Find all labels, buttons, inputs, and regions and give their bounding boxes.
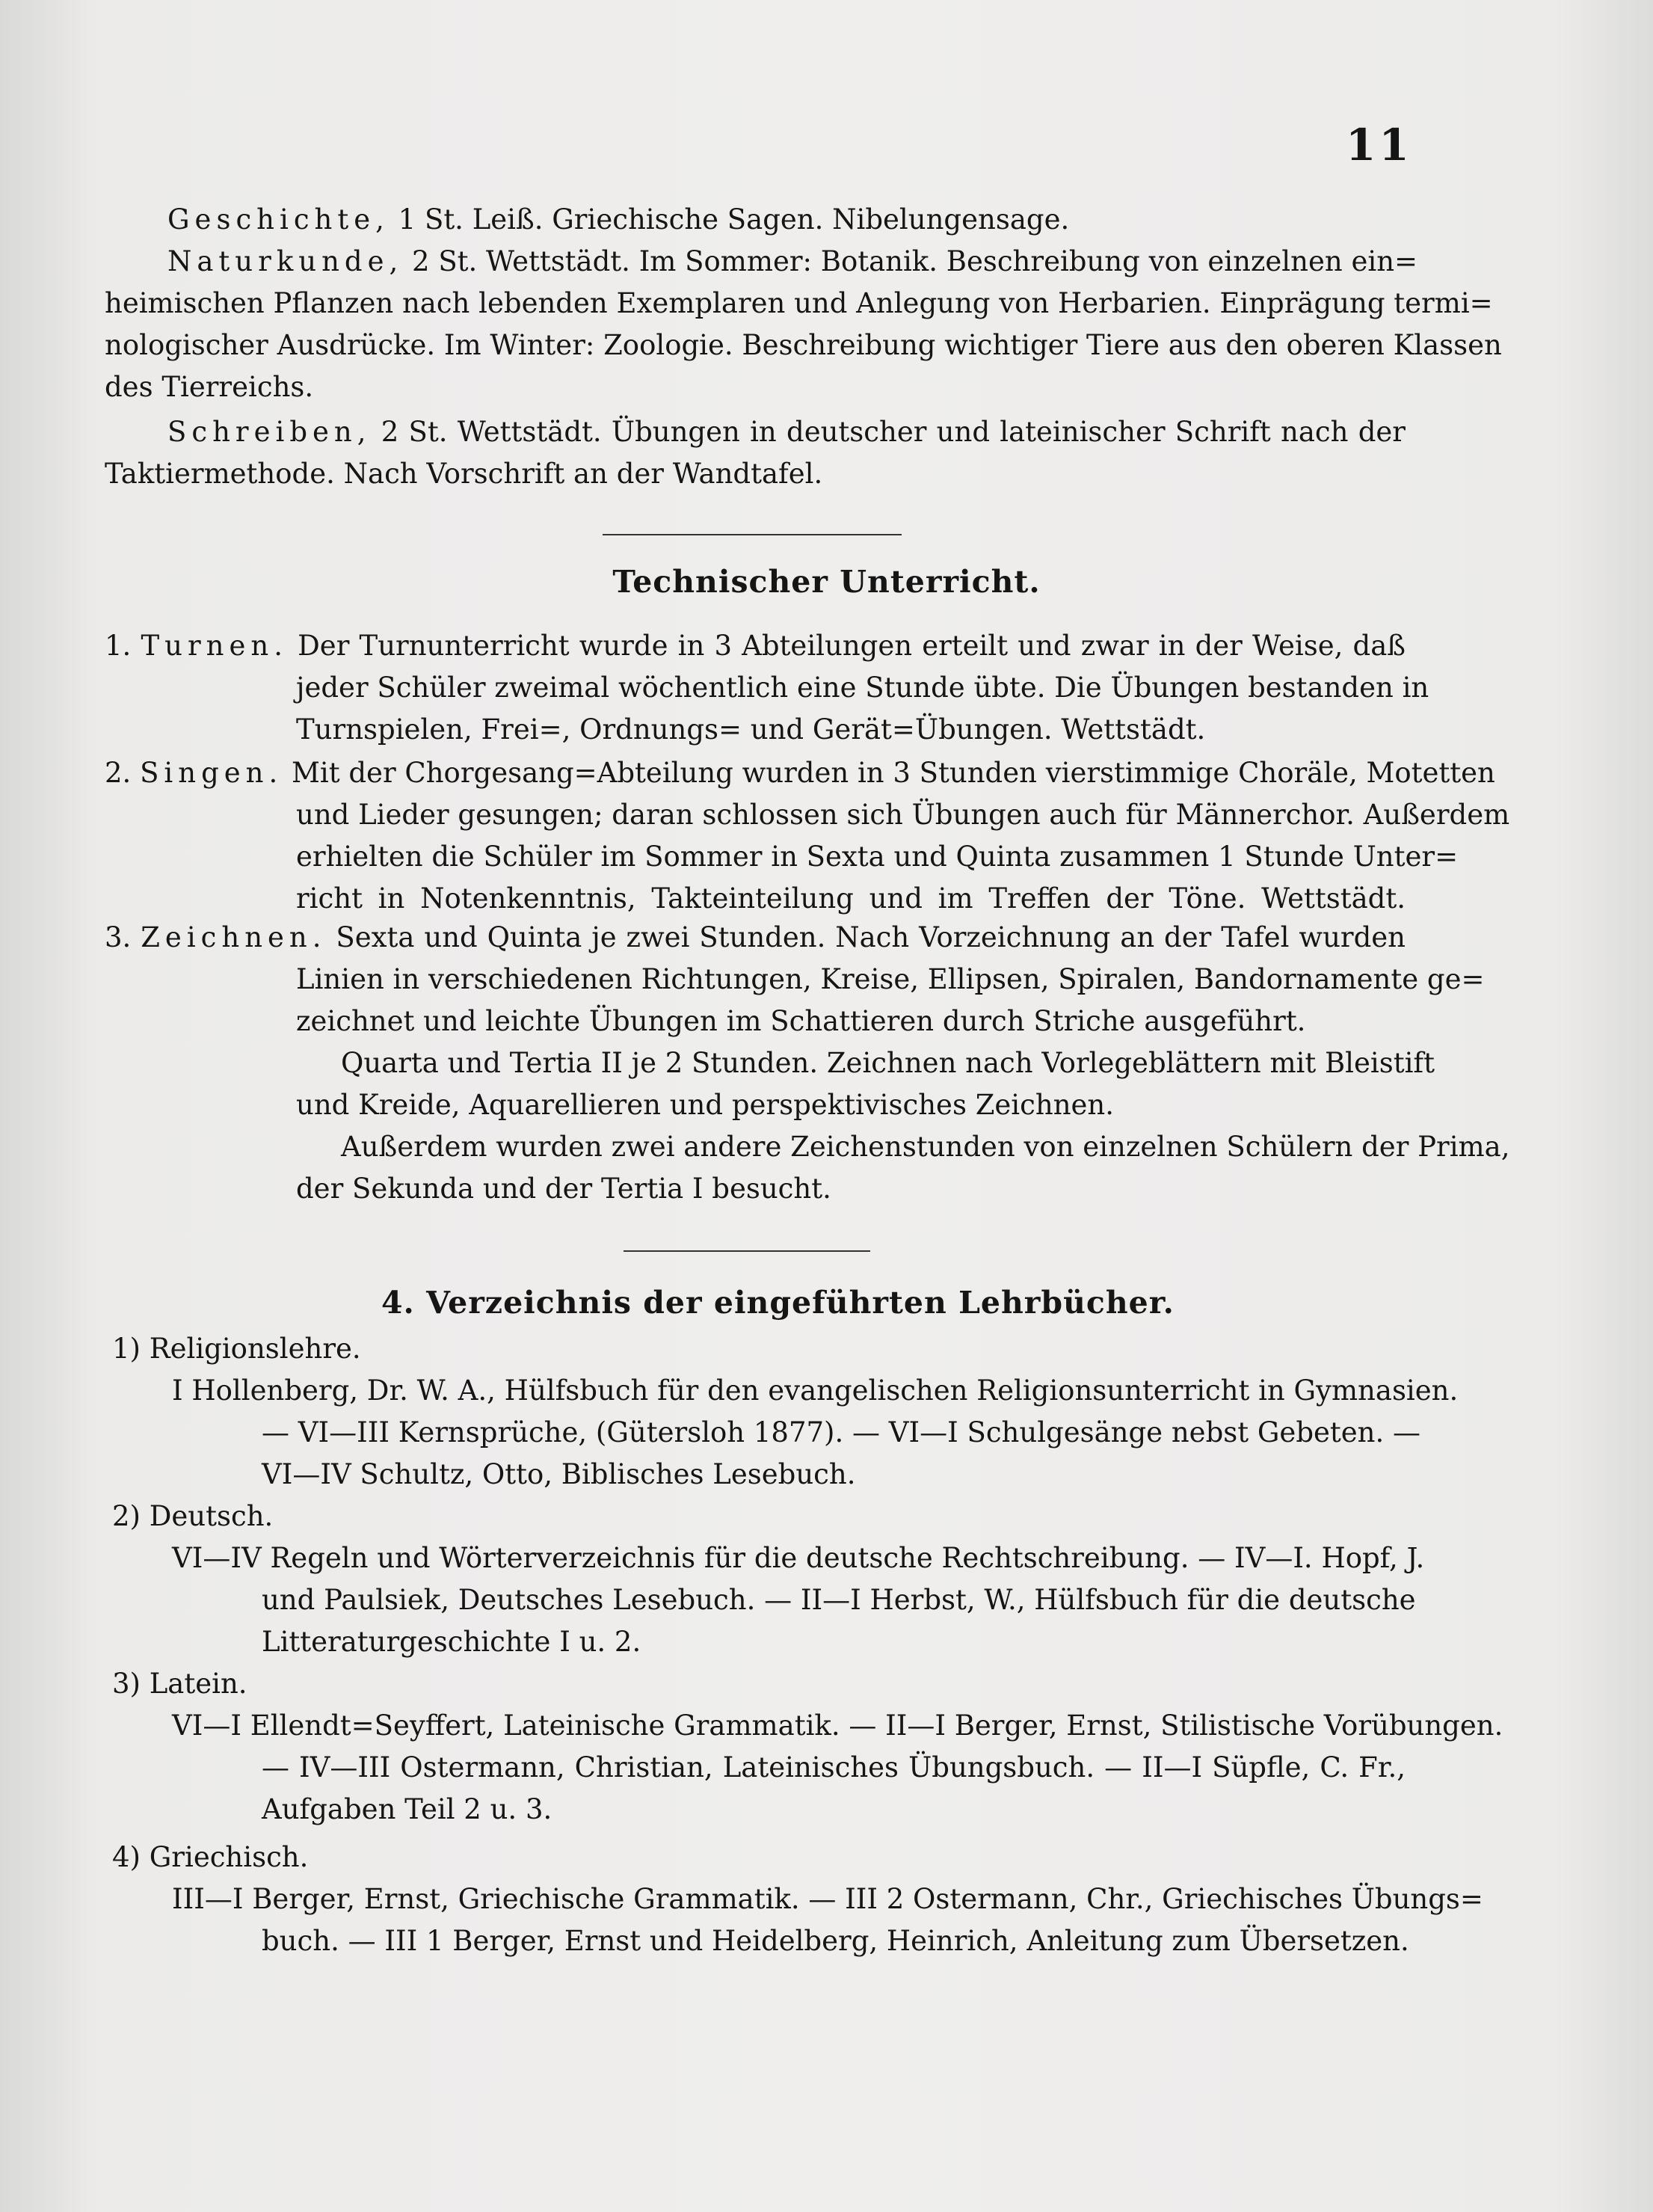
- item-first-line: Der Turnunterricht wurde in 3 Abteilungen erteilt und zwar in der Weise, daß: [287, 630, 1406, 662]
- writing-paragraph: [105, 411, 1406, 495]
- item-line: Linien in verschiedenen Richtungen, Kreise, Ellipsen, Spiralen, Bandornamente ge=: [296, 963, 1485, 995]
- book-category-title: 1) Religionslehre.: [112, 1333, 361, 1365]
- writing-first-line: 2 St. Wettstädt. Übungen in deutscher und lateinischer Schrift nach der: [371, 416, 1406, 448]
- nature-paragraph: [105, 241, 1502, 408]
- technical-heading: Technischer Unterricht.: [612, 564, 1041, 600]
- item-line: der Sekunda und der Tertia I besucht.: [296, 1173, 831, 1205]
- section-divider: [603, 534, 902, 535]
- item-line: Außerdem wurden zwei andere Zeichenstunden von einzelnen Schülern der Prima,: [341, 1131, 1510, 1163]
- item-line: jeder Schüler zweimal wöchentlich eine Stunde übte. Die Übungen bestanden in: [296, 672, 1429, 704]
- section-divider: [624, 1250, 870, 1252]
- books-heading: 4. Verzeichnis der eingeführten Lehrbücher.: [381, 1285, 1175, 1321]
- item-line: erhielten die Schüler im Sommer in Sexta und Quinta zusammen 1 Stunde Unter=: [296, 841, 1459, 873]
- technical-item-zeichnen: [105, 917, 1510, 1210]
- technical-item-turnen: [105, 625, 1429, 751]
- book-line: VI—IV Schultz, Otto, Biblisches Lesebuch.: [262, 1458, 856, 1490]
- book-line: buch. — III 1 Berger, Ernst und Heidelberg, Heinrich, Anleitung zum Übersetzen.: [262, 1925, 1409, 1957]
- item-first-line: Mit der Chorgesang=Abteilung wurden in 3 Stunden vierstimmige Choräle, Motetten: [283, 757, 1495, 789]
- book-line: — IV—III Ostermann, Christian, Lateinisches Übungsbuch. — II—I Süpfle, C. Fr.,: [262, 1751, 1406, 1784]
- books-list: [112, 1328, 1503, 1962]
- item-number: 1.: [105, 630, 132, 662]
- item-number: 2.: [105, 757, 132, 789]
- item-line: Quarta und Tertia II je 2 Stunden. Zeichnen nach Vorlegeblättern mit Bleistift: [341, 1047, 1435, 1079]
- book-line: Aufgaben Teil 2 u. 3.: [262, 1793, 552, 1825]
- item-subject: Zeichnen.: [141, 921, 327, 953]
- nature-line: heimischen Pflanzen nach lebenden Exemplaren und Anlegung von Herbarien. Einprägung termi=: [105, 287, 1493, 319]
- book-line: Litteraturgeschichte I u. 2.: [262, 1626, 641, 1658]
- item-line: richt in Notenkenntnis, Takteinteilung und im Treffen der Töne. Wettstädt.: [296, 882, 1406, 915]
- book-category-title: 4) Griechisch.: [112, 1841, 309, 1873]
- history-text: 1 St. Leiß. Griechische Sagen. Nibelungensage.: [389, 203, 1070, 236]
- item-line: zeichnet und leichte Übungen im Schattieren durch Striche ausgeführt.: [296, 1005, 1306, 1037]
- nature-first-line: 2 St. Wettstädt. Im Sommer: Botanik. Beschreibung von einzelnen ein=: [403, 245, 1418, 277]
- item-line: und Kreide, Aquarellieren und perspektivisches Zeichnen.: [296, 1089, 1115, 1121]
- book-category-title: 2) Deutsch.: [112, 1500, 274, 1532]
- book-line: I Hollenberg, Dr. W. A., Hülfsbuch für den evangelischen Religionsunterricht in Gymnasien.: [172, 1374, 1459, 1407]
- book-line: — VI—III Kernsprüche, (Gütersloh 1877). — VI—I Schulgesänge nebst Gebeten. —: [262, 1416, 1421, 1448]
- nature-subject: Naturkunde,: [167, 245, 404, 277]
- item-line: und Lieder gesungen; daran schlossen sich Übungen auch für Männerchor. Außerdem: [296, 799, 1510, 831]
- writing-subject: Schreiben,: [167, 416, 372, 448]
- book-line: III—I Berger, Ernst, Griechische Grammatik. — III 2 Ostermann, Chr., Griechisches Übungs=: [172, 1883, 1483, 1915]
- item-line: Turnspielen, Frei=, Ordnungs= und Gerät=Übungen. Wettstädt.: [296, 713, 1206, 746]
- history-subject: Geschichte,: [167, 203, 390, 236]
- nature-line: des Tierreichs.: [105, 371, 314, 403]
- writing-line: Taktiermethode. Nach Vorschrift an der Wandtafel.: [105, 458, 823, 490]
- book-line: und Paulsiek, Deutsches Lesebuch. — II—I Herbst, W., Hülfsbuch für die deutsche: [262, 1584, 1416, 1616]
- page-number: 11: [1346, 120, 1412, 170]
- book-category-title: 3) Latein.: [112, 1668, 247, 1700]
- item-subject: Turnen.: [141, 630, 288, 662]
- item-first-line: Sexta und Quinta je zwei Stunden. Nach Vorzeichnung an der Tafel wurden: [326, 921, 1406, 953]
- book-line: VI—IV Regeln und Wörterverzeichnis für die deutsche Rechtschreibung. — IV—I. Hopf, J.: [172, 1542, 1425, 1574]
- item-number: 3.: [105, 921, 132, 953]
- history-paragraph: [167, 199, 1406, 241]
- technical-item-singen: [105, 752, 1510, 920]
- book-line: VI—I Ellendt=Seyffert, Lateinische Grammatik. — II—I Berger, Ernst, Stilistische Vorübungen.: [172, 1709, 1503, 1742]
- nature-line: nologischer Ausdrücke. Im Winter: Zoologie. Beschreibung wichtiger Tiere aus den oberen Klassen: [105, 329, 1502, 361]
- item-subject: Singen.: [140, 757, 283, 789]
